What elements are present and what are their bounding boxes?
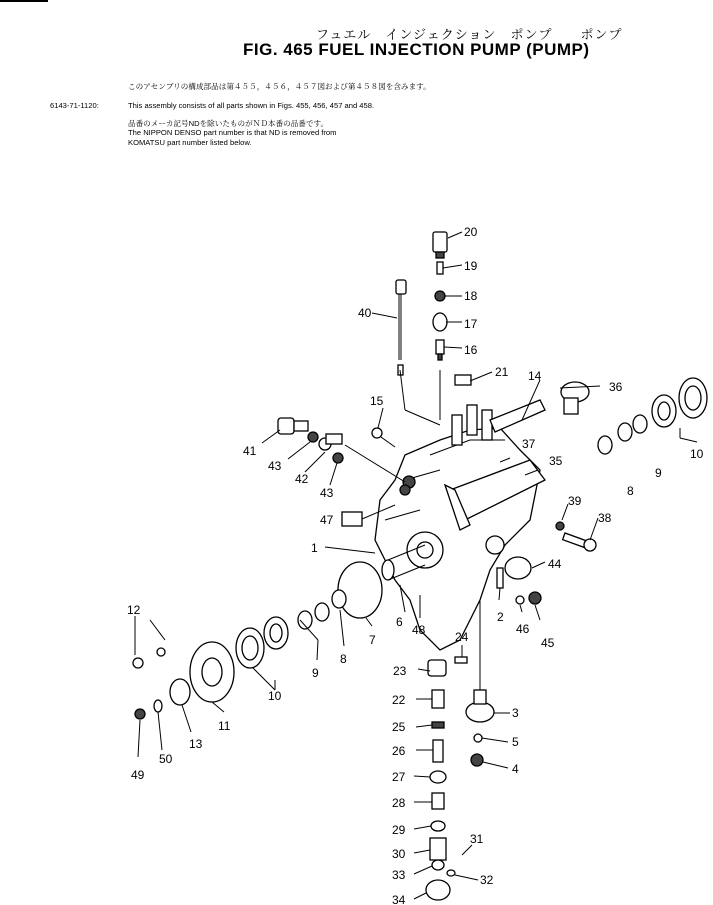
clip-21 [455,375,471,385]
callout-39: 39 [568,494,582,508]
callout-30: 30 [392,847,406,861]
callout-47: 47 [320,513,334,527]
callout-24: 24 [455,630,469,644]
lower-stack [426,657,472,900]
callout-48: 48 [412,623,426,637]
callout-19: 19 [464,259,478,273]
screw-15 [372,428,395,447]
stopper-block [342,512,362,526]
callout-43b: 43 [320,486,334,500]
callout-40: 40 [358,306,372,320]
callout-2: 2 [497,610,504,624]
callout-11: 11 [218,719,231,733]
figure-title: FIG. 465 FUEL INJECTION PUMP (PUMP) [243,40,590,59]
assembly-part-code: 6143-71-1120: [50,101,99,110]
callout-9b: 9 [312,666,319,680]
callout-18: 18 [464,289,478,303]
bracket-14 [490,400,545,432]
callout-17: 17 [464,317,478,331]
callout-12: 12 [127,603,141,617]
bearing-left [133,590,346,719]
callout-22: 22 [392,693,406,707]
o-ring-44 [505,557,531,579]
callout-37: 37 [522,437,536,451]
callout-21: 21 [495,365,509,379]
callout-44: 44 [548,557,562,571]
control-rod [396,280,406,375]
callout-9a: 9 [655,466,662,480]
title-japanese: フュエル インジェクション ポンプ ポンプ [316,28,623,43]
note-japanese-1: このアセンブリの構成部品は第４５５，４５６，４５７図および第４５８図を含みます。 [128,82,431,91]
note-english-1: This assembly consists of all parts shown in Figs. 455, 456, 457 and 458. [128,101,375,110]
callout-26: 26 [392,744,406,758]
callout-25: 25 [392,720,406,734]
callout-31: 31 [470,832,484,846]
callout-1: 1 [311,541,318,555]
plug-3 [466,690,494,766]
callout-27: 27 [392,770,406,784]
callout-13: 13 [189,737,203,751]
callout-38: 38 [598,511,612,525]
callout-34: 34 [392,893,406,905]
callout-49: 49 [131,768,145,782]
callout-6: 6 [396,615,403,629]
callout-3: 3 [512,706,519,720]
callout-8b: 8 [340,652,347,666]
callout-33: 33 [392,868,406,882]
callout-32: 32 [480,873,494,887]
callout-10a: 10 [690,447,704,461]
callout-50: 50 [159,752,173,766]
callout-4: 4 [512,762,519,776]
callout-41: 41 [243,444,257,458]
callout-42: 42 [295,472,309,486]
callout-36: 36 [609,380,623,394]
callout-7: 7 [369,633,376,647]
callout-23: 23 [393,664,407,678]
callout-16: 16 [464,343,478,357]
callout-14: 14 [528,369,542,383]
callout-46: 46 [516,622,530,636]
callout-15: 15 [370,394,384,408]
callout-20: 20 [464,225,478,239]
callout-35: 35 [549,454,563,468]
note-english-3: KOMATSU part number listed below. [128,138,252,147]
stud-2 [497,568,503,588]
callout-43a: 43 [268,459,282,473]
callout-28: 28 [392,796,406,810]
note-english-2: The NIPPON DENSO part number is that ND is removed from [128,128,337,137]
callout-5: 5 [512,735,519,749]
callout-10b: 10 [268,689,282,703]
note-japanese-2: 品番のメーカ記号NDを除いたものがＮＤ本番の品番です。 [128,119,329,128]
callout-8a: 8 [627,484,634,498]
nut-45 [516,592,541,604]
callout-45: 45 [541,636,555,650]
bolt-38 [556,522,596,551]
callout-29: 29 [392,823,406,837]
